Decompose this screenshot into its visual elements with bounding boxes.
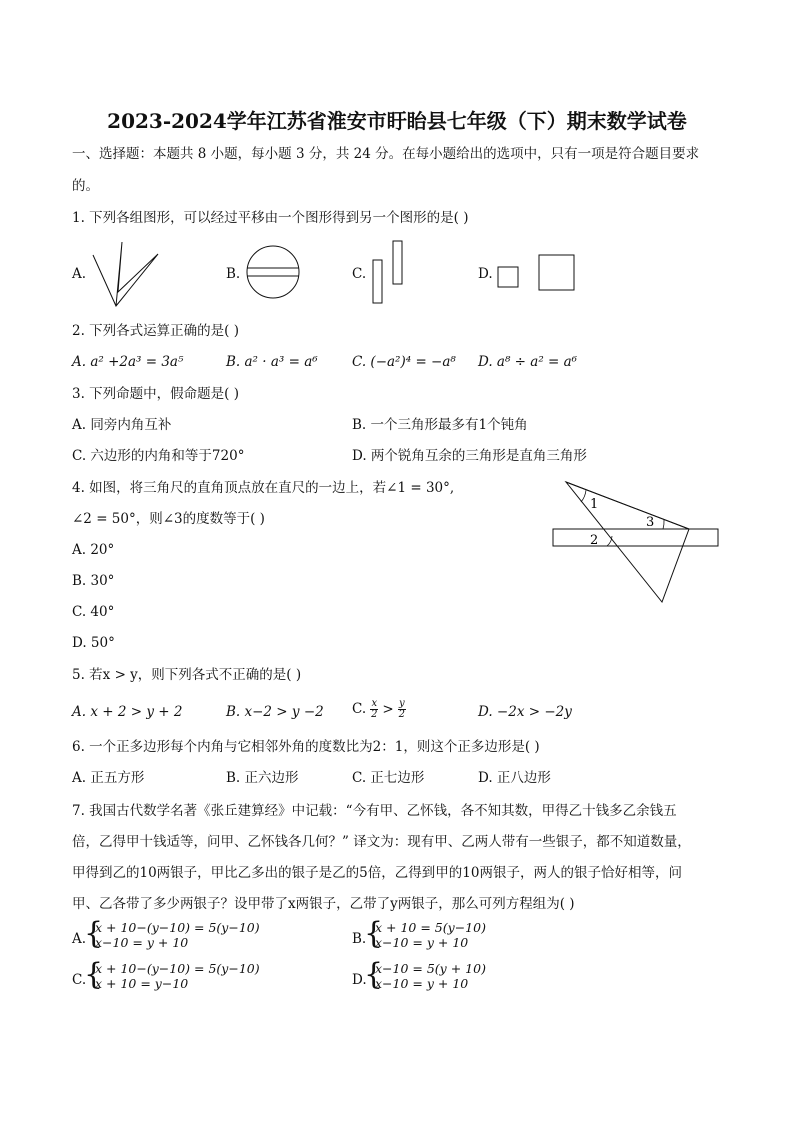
q7-option-a-eq1: x + 10−(y−10) = 5(y−10) [95, 920, 260, 935]
q7-option-c-label: C. [72, 972, 87, 988]
q1-option-d-label: D. [478, 266, 493, 282]
q3-option-a: A. 同旁内角互补 [72, 417, 172, 433]
question-5-stem: 5. 若x > y，则下列各式不正确的是( ) [72, 667, 302, 683]
q3-option-b: B. 一个三角形最多有1个钝角 [352, 417, 528, 433]
q3-option-c: C. 六边形的内角和等于720° [72, 448, 245, 464]
q7-option-d-eq1: x−10 = 5(y + 10) [375, 961, 486, 976]
q4-option-d: D. 50° [72, 635, 115, 651]
q7-option-d-label: D. [352, 972, 367, 988]
fraction-y-over-2: $\frac{y}{2}$ [398, 698, 405, 720]
q7-option-a-label: A. [72, 931, 87, 947]
q5-option-c: C. $\frac{x}{2}$ > $\frac{y}{2}$ [352, 698, 405, 720]
q4-option-b: B. 30° [72, 573, 115, 589]
q7-option-d-eq2: x−10 = y + 10 [375, 976, 469, 991]
q7-option-c-eq2: x + 10 = y−10 [95, 976, 189, 991]
q7-option-c-brace: { [84, 957, 104, 992]
section-heading-line2: 的。 [72, 178, 99, 194]
q5-option-d: D. −2x > −2y [478, 704, 572, 720]
q1-option-a-label: A. [72, 266, 87, 282]
angle-2-label: 2 [590, 533, 599, 548]
q2-option-a: A. a² +2a³ = 3a⁵ [72, 354, 184, 370]
q1-option-c-label: C. [352, 266, 367, 282]
fraction-x-over-2: $\frac{x}{2}$ [371, 698, 378, 720]
q6-option-a: A. 正五方形 [72, 770, 145, 786]
q1-figure-d [494, 252, 578, 292]
q7-option-a-eq2: x−10 = y + 10 [95, 935, 189, 950]
q7-option-b-eq1: x + 10 = 5(y−10) [375, 920, 486, 935]
q1-option-b-label: B. [226, 266, 241, 282]
q5-option-a: A. x + 2 > y + 2 [72, 704, 183, 720]
q7-option-b-eq2: x−10 = y + 10 [375, 935, 469, 950]
q7-option-c-eq1: x + 10−(y−10) = 5(y−10) [95, 961, 260, 976]
angle-1-label: 1 [590, 497, 599, 512]
q1-figure-a [88, 240, 168, 310]
q2-option-b: B. a² · a³ = a⁶ [226, 354, 318, 370]
question-4-stem-line2: ∠2 = 50°，则∠3的度数等于( ) [72, 511, 265, 527]
section-heading-line1: 一、选择题：本题共 8 小题，每小题 3 分，共 24 分。在每小题给出的选项中，只有一项是符合题目要求 [72, 146, 700, 162]
question-7-line2: 倍，乙得甲十钱适等，问甲、乙怀钱各几何？” 译文为：现有甲、乙两人带有一些银子，都不知道数量， [72, 834, 691, 850]
q4-option-a: A. 20° [72, 542, 115, 558]
q6-option-c: C. 正七边形 [352, 770, 425, 786]
q7-option-d-brace: { [364, 957, 384, 992]
q2-option-d: D. a⁸ ÷ a² = a⁶ [478, 354, 578, 370]
angle-3-label: 3 [646, 515, 655, 530]
question-4-stem-line1: 4. 如图，将三角尺的直角顶点放在直尺的一边上，若∠1 = 30°, [72, 480, 455, 496]
q6-option-b: B. 正六边形 [226, 770, 299, 786]
question-3-stem: 3. 下列命题中，假命题是( ) [72, 386, 239, 402]
q4-triangle-ruler-figure [550, 478, 722, 606]
question-7-line1: 7. 我国古代数学名著《张丘建算经》中记载：“今有甲、乙怀钱，各不知其数，甲得乙十钱多乙余钱五 [72, 803, 677, 819]
q7-option-b-brace: { [364, 916, 384, 951]
question-1-stem: 1. 下列各组图形，可以经过平移由一个图形得到另一个图形的是( ) [72, 210, 469, 226]
page-title: 2023-2024学年江苏省淮安市盱眙县七年级（下）期末数学试卷 [107, 109, 687, 133]
q4-option-c: C. 40° [72, 604, 115, 620]
q6-option-d: D. 正八边形 [478, 770, 551, 786]
question-7-line3: 甲得到乙的10两银子，甲比乙多出的银子是乙的5倍，乙得到甲的10两银子，两人的银子恰好相等，问 [72, 865, 682, 881]
q7-option-b-label: B. [352, 931, 367, 947]
q7-option-a-brace: { [84, 916, 104, 951]
q5-option-c-label: C. [352, 701, 367, 717]
question-6-stem: 6. 一个正多边形每个内角与它相邻外角的度数比为2：1，则这个正多边形是( ) [72, 739, 540, 755]
q5-option-b: B. x−2 > y −2 [226, 704, 324, 720]
q3-option-d: D. 两个锐角互余的三角形是直角三角形 [352, 448, 587, 464]
q2-option-c: C. (−a²)⁴ = −a⁸ [352, 354, 456, 370]
question-7-line4: 甲、乙各带了多少两银子？设甲带了x两银子，乙带了y两银子，那么可列方程组为( ) [72, 896, 575, 912]
q1-figure-c [368, 238, 408, 308]
question-2-stem: 2. 下列各式运算正确的是( ) [72, 323, 239, 339]
q1-figure-b [244, 244, 304, 300]
